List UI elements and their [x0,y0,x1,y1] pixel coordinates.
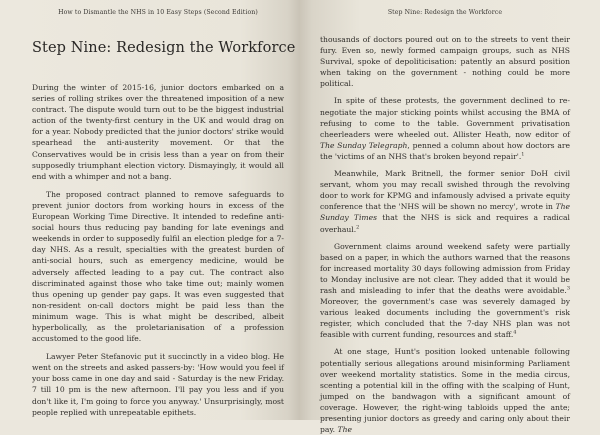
paragraph-text: thousands of doctors poured out on to the streets to vent their fury. Even so, newly formed campaign groups, such as NHS Survival, spoke of depoliticisation: patently an absurd position when taking on the government - nothing could be more political. [320,35,570,89]
paragraph-text: Government claims around weekend safety were partially based on a paper, in which the authors warned that the reasons for increased mortality 30 days following admission from Friday to Monday inclusive are not clear. They added that it would be rash and misleading to infer that the deaths were avoidable. [320,241,570,295]
right-page [300,0,600,435]
paragraph: Lawyer Peter Stefanovic put it succinctly in a video blog. He went on the streets and asked passers-by: 'How would you feel if your boss came in one day and said - Saturday is the new Friday. 7 till 10 pm is the new afternoon. I'll pay you less and if you don't like it, I'm going to force you anyway.' Unsurprisingly, most people replied with unrepeatable epithets. [32,352,284,417]
paragraph [320,241,570,341]
paragraph-text: Meanwhile, Mark Britnell, the former senior DoH civil servant, whom you may recall swished through the revolving door to work for KPMG and infamously advised a private equity conference that the 'NHS will be shown no mercy', wrote in [320,169,570,212]
paragraph-text: In spite of these protests, the government declined to re-negotiate the major sticking points whilst accusing the BMA of refusing to come to the table. Government privatisation cheerleaders were wheeled out. Allister Heath, now editor of [320,96,570,139]
left-page [0,0,300,420]
paragraph-text: At one stage, Hunt's position looked untenable following potentially serious allegations around misinforming Parliament over weekend mortality statistics. Some in the media circus, scenting a potential kill in the offing with the scalping of Hunt, jumped on the bandwagon with a significant amount of coverage. However, the right-wing tabloids upped the ante; presenting junior doctors as greedy and caring only about their pay. [320,347,570,435]
paragraph [320,168,570,235]
newspaper-title: The Sunday Telegraph [320,140,408,150]
right-body-text [320,34,570,435]
paragraph [320,95,570,162]
left-body-text [32,82,284,418]
footnote-marker: 4 [513,329,517,336]
newspaper-title: The Sunday Times [320,202,570,223]
right-running-head: Step Nine: Redesign the Workforce [387,9,503,16]
paragraph: The proposed contract planned to remove safeguards to prevent junior doctors from working hours in excess of the European Working Time Directive. It intended to redefine anti-social hours thus reducing pay banding for late evenings and weekends in order to supposedly fulfil an election pledge for a 7-day NHS. As a result, specialties with the greatest burden of anti-social hours, such as emergency medicine, would be adversely affected leading to a pay cut. The contract also discriminated against those who take time out; mainly women thus opening up gender pay gaps. It was even suggested that non-resident on-call doctors might be paid less than the minimum wage. This is what might be described, albeit hyperbolically, as the proletarianisation of a profession accustomed to the good life. [32,189,284,344]
footnote-marker: 1 [521,151,525,158]
paragraph-text: that the NHS is sick and requires a radical overhaul. [320,213,570,234]
paragraph-text: Moreover, the government's case was severely damaged by various leaked documents including the government's risk register, which concluded that the 7-day NHS plan was not feasible with current funding, resources and staff. [320,297,570,340]
footnote-marker: 2 [356,223,360,230]
paragraph [320,34,570,89]
paragraph-text: , penned a column about how doctors are the 'victims of an NHS that's broken beyond repair'. [320,140,570,161]
chapter-title: Step Nine: Redesign the Workforce [32,40,296,56]
newspaper-title: The [337,425,352,435]
paragraph [320,346,570,435]
footnote-marker: 3 [566,285,570,292]
paragraph: During the winter of 2015-16, junior doctors embarked on a series of rolling strikes over the threatened imposition of a new contract. The dispute would turn out to be the biggest industrial action of the twenty-first century in the UK and would drag on for a year. Nobody predicted that the junior doctors' strike would spearhead the anti-austerity movement. Or that the Conservatives would be in crisis less than a year on from their supposedly triumphant election victory. Dismayingly, it would all end with a whimper and not a bang. [32,83,284,181]
left-running-head: How to Dismantle the NHS in 10 Easy Steps (Second Edition) [58,9,258,16]
